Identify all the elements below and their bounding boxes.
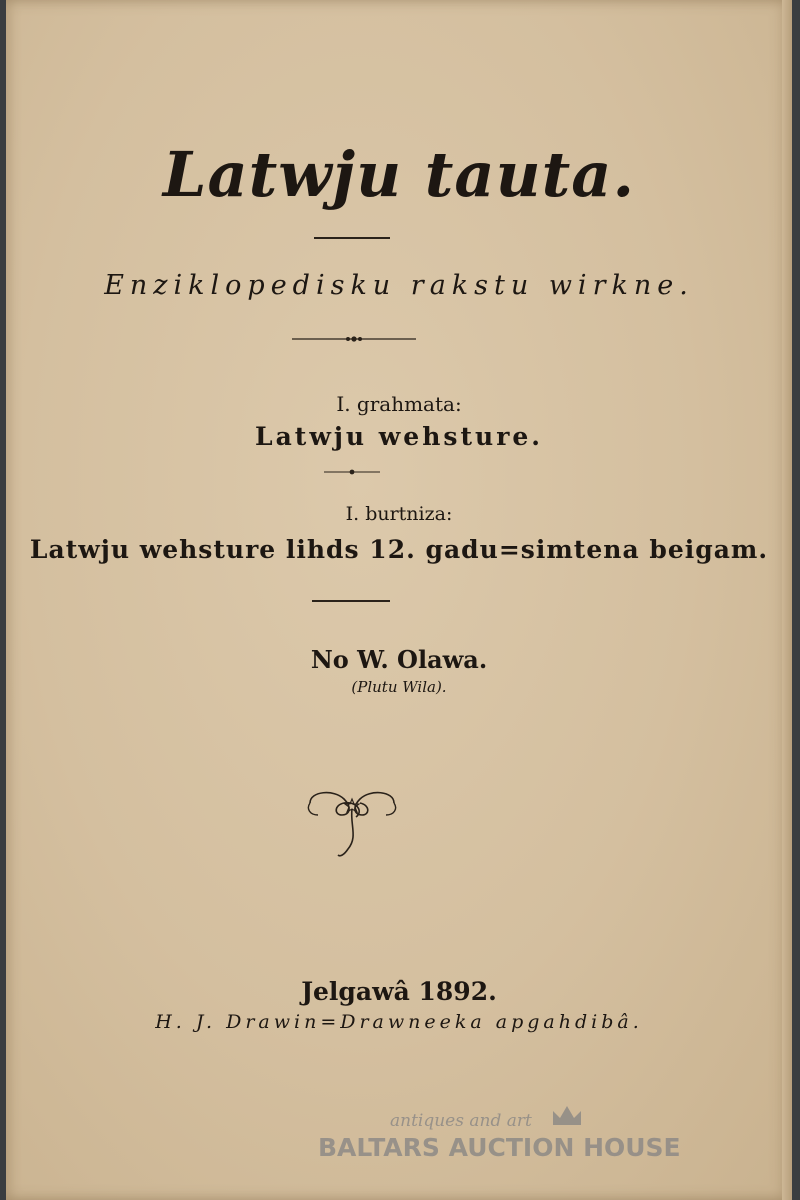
author: No W. Olawa. — [310, 645, 488, 674]
place-year: Jelgawâ 1892. — [301, 977, 497, 1006]
subtitle: Enziklopedisku rakstu wirkne. — [104, 270, 694, 301]
volume-label: I. burtniza: — [345, 503, 453, 525]
ornament-divider-icon — [292, 333, 416, 345]
publisher: H. J. Drawin=Drawneeka apgahdibâ. — [155, 1011, 643, 1033]
watermark-tagline: antiques and art — [390, 1111, 532, 1131]
flourish-ornament-icon — [304, 785, 400, 861]
author-pseudonym: (Plutu Wila). — [351, 678, 447, 696]
book-label: I. grahmata: — [336, 392, 462, 416]
crown-icon — [550, 1103, 584, 1129]
volume-rule — [312, 600, 390, 602]
main-title: Latwju tauta. — [162, 138, 636, 211]
title-page — [6, 0, 792, 1200]
volume-title: Latwju wehsture lihds 12. gadu=simtena beigam. — [29, 535, 769, 564]
watermark-name: BALTARS AUCTION HOUSE — [318, 1133, 681, 1162]
book-title: Latwju wehsture. — [255, 422, 543, 451]
title-rule — [314, 237, 390, 239]
small-ornament-icon — [324, 467, 380, 477]
